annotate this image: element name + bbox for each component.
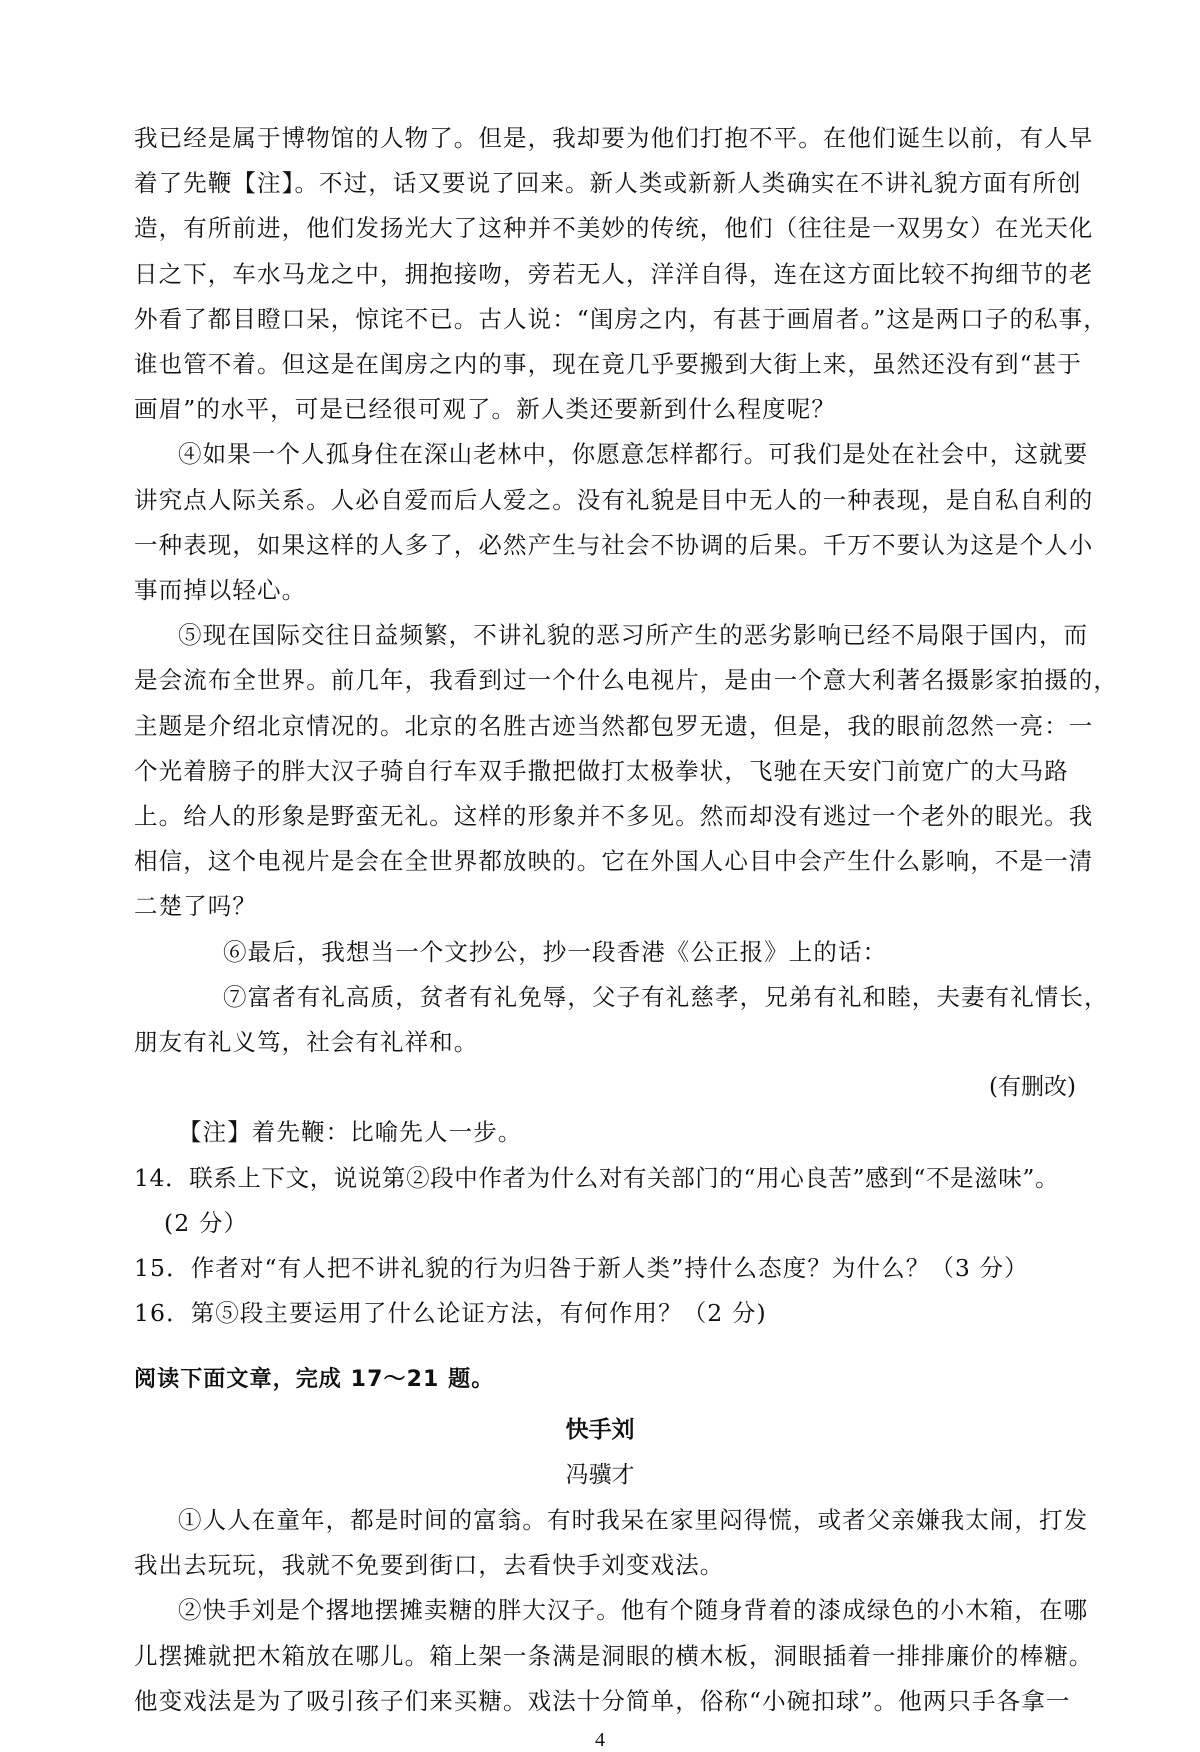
question-14-score: (2 分）: [164, 1209, 249, 1237]
story-paragraph-2-line: 儿摆摊就把木箱放在哪儿。箱上架一条满是洞眼的横木板，洞眼插着一排排廉价的棒糖。: [134, 1642, 1094, 1670]
paragraph-6-line: ⑥最后，我想当一个文抄公，抄一段香港《公正报》上的话：: [223, 938, 888, 966]
paragraph-5-line: 上。给人的形象是野蛮无礼。这样的形象并不多见。然而却没有逃过一个老外的眼光。我: [134, 802, 1094, 830]
question-14: 14．联系上下文，说说第②段中作者为什么对有关部门的“用心良苦”感到“不是滋味”。: [134, 1164, 1060, 1192]
paragraph-4-line: ④如果一个人孤身住在深山老林中，你愿意怎样都行。可我们是处在社会中，这就要: [178, 440, 1089, 468]
text-line: 画眉”的水平，可是已经很可观了。新人类还要新到什么程度呢？: [134, 395, 836, 423]
page-number: 4: [595, 1729, 605, 1751]
story-title: 快手刘: [565, 1417, 635, 1443]
paragraph-5-line: 相信，这个电视片是会在全世界都放映的。它在外国人心目中会产生什么影响，不是一清: [134, 847, 1094, 875]
paragraph-5-line: 主题是介绍北京情况的。北京的名胜古迹当然都包罗无遗，但是，我的眼前忽然一亮：一: [134, 712, 1094, 740]
text-line: 谁也管不着。但这是在闺房之内的事，现在竟几乎要搬到大街上来，虽然还没有到“甚于: [134, 350, 1082, 378]
text-line: 着了先鞭【注】。不过，话又要说了回来。新人类或新新人类确实在不讲礼貌方面有所创: [134, 169, 1082, 197]
paragraph-5-line: 个光着膀子的胖大汉子骑自行车双手撒把做打太极拳状，飞驰在天安门前宽广的大马路: [134, 757, 1069, 785]
paragraph-4-line: 一种表现，如果这样的人多了，必然产生与社会不协调的后果。千万不要认为这是个人小: [134, 531, 1094, 559]
text-line: 我已经是属于博物馆的人物了。但是，我却要为他们打抱不平。在他们诞生以前，有人早: [134, 124, 1094, 152]
text-line: 造，有所前进，他们发扬光大了这种并不美妙的传统，他们（往往是一双男女）在光天化: [134, 214, 1094, 242]
question-16: 16．第⑤段主要运用了什么论证方法，有何作用？（2 分): [134, 1299, 767, 1327]
paragraph-5-line: 二楚了吗？: [134, 892, 257, 920]
story-paragraph-1-line: 我出去玩玩，我就不免要到街口，去看快手刘变戏法。: [134, 1551, 725, 1579]
question-15: 15．作者对“有人把不讲礼貌的行为归咎于新人类”持什么态度？为什么？（3 分）: [134, 1254, 1029, 1282]
source-note: (有删改): [989, 1074, 1076, 1100]
paragraph-5-line: 是会流布全世界。前几年，我看到过一个什么电视片，是由一个意大利著名摄影家拍摄的，: [134, 666, 1118, 694]
paragraph-7-line: ⑦富者有礼高质，贫者有礼免辱，父子有礼慈孝，兄弟有礼和睦，夫妻有礼情长，: [223, 983, 1109, 1011]
section-heading: 阅读下面文章，完成 17～21 题。: [134, 1367, 495, 1392]
paragraph-5-line: ⑤现在国际交往日益频繁，不讲礼貌的恶习所产生的恶劣影响已经不局限于国内，而: [178, 621, 1089, 649]
story-author: 冯骥才: [565, 1462, 635, 1488]
paragraph-4-line: 事而掉以轻心。: [134, 576, 307, 604]
text-line: 日之下，车水马龙之中，拥抱接吻，旁若无人，洋洋自得，连在这方面比较不拘细节的老: [134, 260, 1094, 288]
story-paragraph-1-line: ①人人在童年，都是时间的富翁。有时我呆在家里闷得慌，或者父亲嫌我太闹，打发: [178, 1506, 1089, 1534]
story-paragraph-2-line: ②快手刘是个撂地摆摊卖糖的胖大汉子。他有个随身背着的漆成绿色的小木箱，在哪: [178, 1596, 1089, 1624]
story-paragraph-2-line: 他变戏法是为了吸引孩子们来买糖。戏法十分简单，俗称“小碗扣球”。他两只手各拿一: [134, 1687, 1071, 1715]
paragraph-7-line: 朋友有礼义笃，社会有礼祥和。: [134, 1028, 479, 1056]
paragraph-4-line: 讲究点人际关系。人必自爱而后人爱之。没有礼貌是目中无人的一种表现，是自私自利的: [134, 486, 1094, 514]
footnote: 【注】着先鞭：比喻先人一步。: [178, 1118, 523, 1146]
text-line: 外看了都目瞪口呆，惊诧不已。古人说：“闺房之内，有甚于画眉者。”这是两口子的私事，: [134, 305, 1108, 333]
